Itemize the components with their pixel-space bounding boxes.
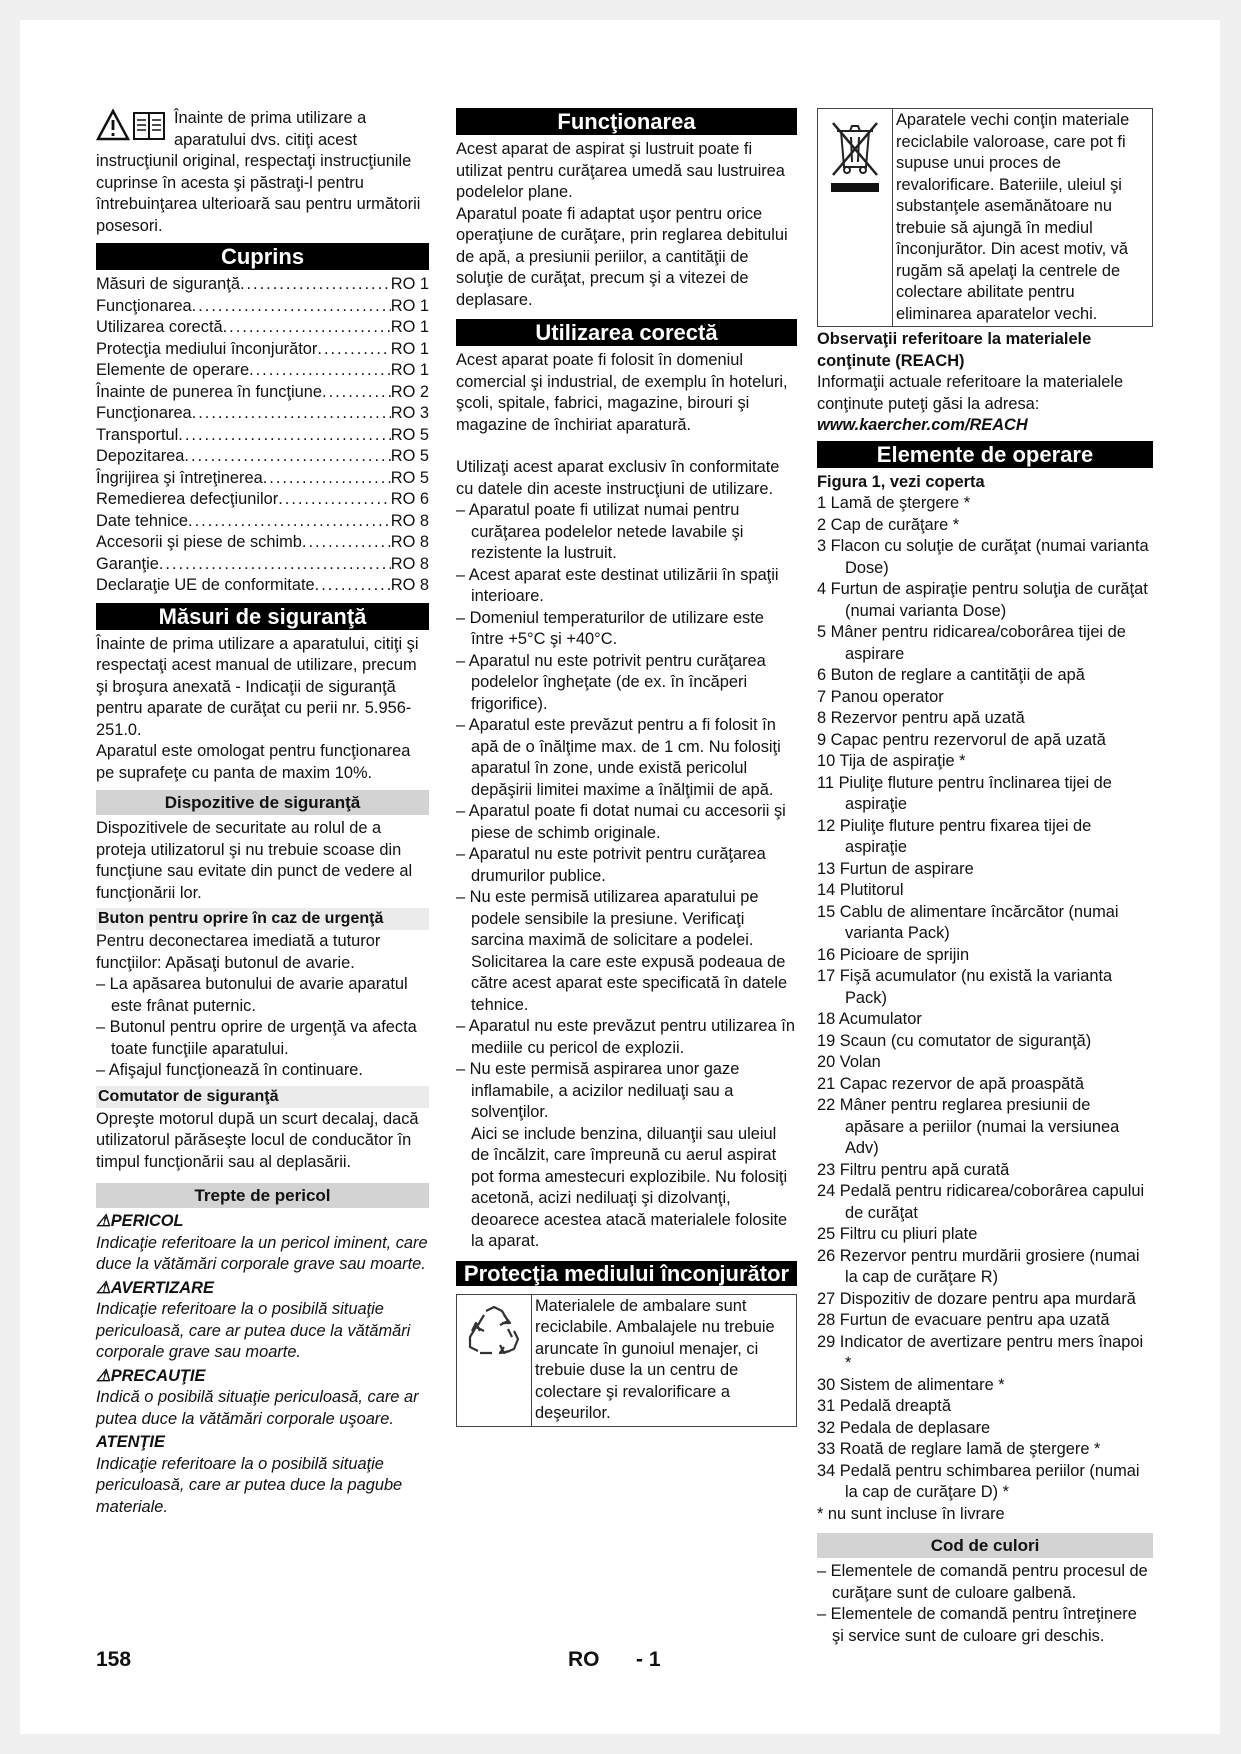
list-item: – Nu este permisă aspirarea unor gaze inflamabile, a acizilor nediluaţi sau a solvenţilor. bbox=[456, 1059, 797, 1124]
toc-dots bbox=[302, 532, 391, 554]
list-item: – Domeniul temperaturilor de utilizare este între +5°C şi +40°C. bbox=[456, 608, 797, 651]
list-item: 14 Plutitorul bbox=[817, 881, 904, 899]
list-item: – Elementele de comandă pentru procesul de curăţare sunt de culoare galbenă. bbox=[817, 1561, 1153, 1604]
toc-page: RO 8 bbox=[390, 533, 429, 551]
list-item: – Aparatul poate fi utilizat numai pentru curăţarea podelelor netede lavabile şi rezistente la lustruit. bbox=[456, 500, 797, 565]
toc-entry[interactable] bbox=[96, 360, 429, 382]
list-item: – Aparatul nu este potrivit pentru curăţarea podelelor îngheţate (de ex. în încăperi frigorifice). bbox=[456, 651, 797, 716]
toc-title: Transportul bbox=[96, 425, 179, 444]
list-item: 1 Lamă de ştergere * bbox=[817, 494, 971, 512]
toc-title: Depozitarea bbox=[96, 447, 185, 465]
toc-title: Garanţie bbox=[96, 554, 159, 573]
toc-title: Funcţionarea bbox=[96, 404, 192, 422]
list-item: – La apăsarea butonului de avarie aparatul este frânat puternic. bbox=[96, 974, 429, 1017]
toc-dots bbox=[223, 317, 391, 339]
table-of-contents bbox=[96, 274, 429, 597]
list-item: 32 Pedala de deplasare bbox=[817, 1418, 991, 1437]
masuri-heading: Măsuri de siguranţă bbox=[96, 603, 429, 630]
list-item: 16 Picioare de sprijin bbox=[817, 945, 970, 964]
comutator-text: Opreşte motorul după un scurt decalaj, dacă utilizatorul părăseşte locul de conducător în timpul funcţionării sau al deplasării. bbox=[96, 1109, 419, 1171]
list-item: 26 Rezervor pentru murdării grosiere (numai la cap de curăţare R) bbox=[817, 1246, 1140, 1286]
toc-page: RO 2 bbox=[390, 382, 429, 401]
toc-title: Accesorii şi piese de schimb bbox=[96, 533, 302, 551]
danger-level: ⚠PERICOL Indicaţie referitoare la un pericol iminent, care duce la vătămări corporale grave sau moarte. bbox=[96, 1212, 428, 1273]
toc-entry[interactable] bbox=[96, 274, 429, 296]
figure-reference: Figura 1, vezi coperta bbox=[817, 472, 985, 491]
functionarea-heading: Funcţionarea bbox=[456, 108, 797, 135]
toc-dots bbox=[192, 296, 391, 318]
toc-dots bbox=[184, 446, 390, 468]
toc-entry[interactable] bbox=[96, 489, 429, 511]
toc-dots bbox=[322, 382, 391, 404]
list-item: 31 Pedală dreaptă bbox=[817, 1397, 951, 1415]
list-item: 20 Volan bbox=[817, 1053, 881, 1071]
list-item: 6 Buton de reglare a cantităţii de apă bbox=[817, 666, 1085, 684]
masuri-p2: Aparatul este omologat pentru funcţionarea pe suprafeţe cu panta de maxim 10%. bbox=[96, 742, 411, 782]
intro-block bbox=[96, 108, 429, 237]
toc-page: RO 5 bbox=[390, 425, 429, 444]
list-item: – Nu este permisă utilizarea aparatului pe podele sensibile la presiune. Verificaţi sarcina maximă de solicitare a podelei. Solicitarea la care este expusă podeaua de către acest aparat este specificată în datele tehnice. bbox=[456, 887, 797, 1016]
weee-box bbox=[817, 108, 1153, 327]
protectia-heading: Protecţia mediului înconjurător bbox=[456, 1261, 797, 1286]
list-item: – Afişajul funcţionează în continuare. bbox=[96, 1060, 429, 1082]
list-item: 22 Mâner pentru reglarea presiunii de apăsare a periilor (numai la versiunea Adv) bbox=[817, 1096, 1120, 1157]
list-item: 3 Flacon cu soluţie de curăţat (numai varianta Dose) bbox=[817, 537, 1149, 577]
toc-page: RO 1 bbox=[390, 318, 429, 336]
page-number: 158 bbox=[96, 1648, 132, 1671]
toc-title: Utilizarea corectă bbox=[96, 318, 223, 336]
culori-heading: Cod de culori bbox=[817, 1533, 1153, 1558]
list-item: 33 Roată de reglare lamă de ştergere * bbox=[817, 1440, 1101, 1458]
toc-entry[interactable] bbox=[96, 382, 429, 404]
toc-title: Măsuri de siguranţă bbox=[96, 275, 240, 293]
intro-text: Înainte de prima utilizare a aparatului dvs. citiţi acest instrucţiunil original, respectaţi instrucţiunile cuprinse în acesta şi păstraţi-l pentru întrebuinţarea ulterioară sau pentru următorii posesori. bbox=[96, 109, 421, 235]
list-item: 4 Furtun de aspiraţie pentru soluţia de curăţat (numai varianta Dose) bbox=[817, 580, 1148, 620]
utilizarea-list bbox=[456, 500, 797, 1124]
toc-entry[interactable] bbox=[96, 425, 429, 447]
toc-dots bbox=[263, 468, 391, 490]
toc-entry[interactable] bbox=[96, 296, 429, 318]
crossed-bin-icon bbox=[818, 109, 893, 326]
toc-dots bbox=[240, 274, 391, 296]
list-item: 34 Pedală pentru schimbarea periilor (numai la cap de curăţare D) * bbox=[817, 1461, 1140, 1501]
list-item: 30 Sistem de alimentare * bbox=[817, 1375, 1005, 1394]
toc-title: Funcţionarea bbox=[96, 296, 192, 315]
reach-text: Informaţii actuale referitoare la materialele conţinute puteţi găsi la adresa: bbox=[817, 373, 1124, 413]
list-item: 10 Tija de aspiraţie * bbox=[817, 752, 966, 770]
trepte-heading: Trepte de pericol bbox=[96, 1183, 429, 1208]
toc-dots bbox=[192, 403, 391, 425]
book-icon bbox=[134, 113, 164, 139]
functionarea-p2: Aparatul poate fi adaptat uşor pentru orice operaţiune de curăţare, prin reglarea debitului de apă, a presiunii periilor, a cantităţii de soluţie de curăţat, precum şi a vitezei de deplasare. bbox=[456, 204, 788, 309]
danger-level: ⚠PRECAUŢIE Indică o posibilă situaţie periculoasă, care ar putea duce la vătămări corporale uşoare. bbox=[96, 1366, 419, 1428]
toc-title: Date tehnice bbox=[96, 511, 189, 530]
utilizarea-p1: Acest aparat poate fi folosit în domeniul comercial şi industrial, de exemplu în hoteluri, şcoli, spitale, fabrici, magazine, birouri şi magazine de închiriat aparatură. bbox=[456, 351, 788, 434]
danger-level: ATENŢIE Indicaţie referitoare la o posibilă situaţie periculoasă, care ar putea duce la pagube materiale. bbox=[96, 1433, 403, 1516]
column-left bbox=[96, 108, 429, 1518]
toc-entry[interactable] bbox=[96, 468, 429, 490]
recycle-box bbox=[456, 1294, 797, 1427]
toc-page: RO 6 bbox=[390, 490, 429, 508]
comutator-heading: Comutator de siguranţă bbox=[96, 1086, 429, 1108]
list-item: – Aparatul poate fi dotat numai cu accesorii şi piese de schimb originale. bbox=[456, 801, 797, 844]
toc-dots bbox=[249, 360, 391, 382]
toc-dots bbox=[159, 554, 391, 576]
list-item: 11 Piuliţe fluture pentru înclinarea tijei de aspiraţie bbox=[817, 773, 1112, 813]
toc-dots bbox=[178, 425, 390, 447]
toc-entry[interactable] bbox=[96, 532, 429, 554]
utilizarea-extra: Aici se include benzina, diluanţii sau uleiul de încălzit, care împreună cu aerul aspirat pot forma amestecuri explozibile. Nu folosiţi acetonă, acizi nediluaţi şi dizolvanţi, deoarece acestea atacă materialele folosite la aparat. bbox=[471, 1124, 788, 1250]
elemente-heading: Elemente de operare bbox=[817, 441, 1153, 468]
toc-entry[interactable] bbox=[96, 339, 429, 361]
list-item: – Aparatul nu este potrivit pentru curăţarea drumurilor publice. bbox=[456, 844, 797, 887]
toc-title: Declaraţie UE de conformitate bbox=[96, 576, 315, 594]
warning-triangle-icon: ⚠ bbox=[96, 1366, 111, 1385]
masuri-p1: Înainte de prima utilizare a aparatului, citiţi şi respectaţi acest manual de utilizare, precum şi broşura anexată - Indicaţii de siguranţă pentru aparate de curăţat cu perii nr. 5.956-251.0. bbox=[96, 634, 419, 739]
list-item: 9 Capac pentru rezervorul de apă uzată bbox=[817, 730, 1106, 749]
toc-page: RO 3 bbox=[390, 404, 429, 422]
toc-page: RO 1 bbox=[390, 361, 429, 379]
toc-page: RO 5 bbox=[390, 447, 429, 465]
toc-title: Protecţia mediului înconjurător bbox=[96, 339, 318, 358]
dispozitive-heading: Dispozitive de siguranţă bbox=[96, 790, 429, 815]
buton-heading: Buton pentru oprire în caz de urgenţă bbox=[96, 908, 429, 930]
list-item: 21 Capac rezervor de apă proaspătă bbox=[817, 1074, 1084, 1093]
list-item: 13 Furtun de aspirare bbox=[817, 859, 974, 878]
buton-text: Pentru deconectarea imediată a tuturor funcţiilor: Apăsaţi butonul de avarie. bbox=[96, 932, 381, 972]
toc-page: RO 8 bbox=[390, 511, 429, 530]
column-middle bbox=[456, 108, 797, 1427]
toc-page: RO 8 bbox=[390, 554, 429, 573]
warning-triangle-icon: ⚠ bbox=[96, 1212, 111, 1230]
warning-triangle-icon bbox=[96, 108, 170, 144]
list-item: 19 Scaun (cu comutator de siguranţă) bbox=[817, 1031, 1092, 1050]
utilizarea-heading: Utilizarea corectă bbox=[456, 319, 797, 346]
list-item: – Butonul pentru oprire de urgenţă va afecta toate funcţiile aparatului. bbox=[96, 1017, 429, 1060]
list-item: – Acest aparat este destinat utilizării în spaţii interioare. bbox=[456, 565, 797, 608]
toc-dots bbox=[278, 489, 391, 511]
toc-dots bbox=[188, 511, 391, 533]
toc-entry[interactable] bbox=[96, 511, 429, 533]
toc-entry[interactable] bbox=[96, 317, 429, 339]
elemente-note: * nu sunt incluse în livrare bbox=[817, 1504, 1005, 1523]
warning-triangle-icon: ⚠ bbox=[96, 1278, 111, 1297]
warning-manual-icons bbox=[96, 108, 170, 144]
toc-title: Îngrijirea şi întreţinerea bbox=[96, 468, 263, 487]
toc-title: Elemente de operare bbox=[96, 361, 250, 379]
elemente-list bbox=[817, 493, 1153, 1504]
list-item: 18 Acumulator bbox=[817, 1010, 922, 1028]
toc-page: RO 8 bbox=[390, 576, 429, 594]
list-item: – Aparatul este prevăzut pentru a fi folosit în apă de o înălţime max. de 1 cm. Nu folosiţi aparatul în zone, unde există pericolul depăşirii limitei maxime a înălţimii de apă. bbox=[456, 715, 797, 801]
list-item: 17 Fişă acumulator (nu există la varianta Pack) bbox=[817, 967, 1113, 1007]
list-item: 2 Cap de curăţare * bbox=[817, 515, 960, 534]
footer-section-number: - 1 bbox=[636, 1648, 661, 1671]
toc-entry[interactable] bbox=[96, 554, 429, 576]
cuprins-heading: Cuprins bbox=[96, 243, 429, 270]
toc-entry[interactable] bbox=[96, 446, 429, 468]
toc-dots bbox=[317, 339, 390, 361]
weee-text: Aparatele vechi conţin materiale reciclabile valoroase, care pot fi supuse unui proces de revalorificare. Bateriile, uleiul şi substanţele asemănătoare nu trebuie să ajungă în mediul înconjurător. Din acest motiv, vă rugăm să apelaţi la centrele de colectare abilitate pentru eliminarea aparatelor vechi. bbox=[896, 111, 1130, 323]
toc-page: RO 1 bbox=[390, 339, 429, 358]
utilizarea-p2: Utilizaţi acest aparat exclusiv în conformitate cu datele din aceste instrucţiuni de utilizare. bbox=[456, 458, 780, 498]
list-item: 12 Piuliţe fluture pentru fixarea tijei de aspiraţie bbox=[817, 816, 1092, 856]
list-item: 5 Mâner pentru ridicarea/coborârea tijei de aspirare bbox=[817, 623, 1126, 663]
functionarea-p1: Acest aparat de aspirat şi lustruit poate fi utilizat pentru curăţarea umedă sau lustruirea podelelor plane. bbox=[456, 140, 785, 201]
danger-level: ⚠AVERTIZARE Indicaţie referitoare la o posibilă situaţie periculoasă, care ar putea duce la vătămări corporale grave sau moarte. bbox=[96, 1278, 411, 1361]
list-item: 23 Filtru pentru apă curată bbox=[817, 1160, 1010, 1179]
list-item: 7 Panou operator bbox=[817, 687, 944, 706]
toc-title: Remedierea defecţiunilor bbox=[96, 490, 279, 508]
toc-page: RO 5 bbox=[390, 468, 429, 487]
toc-entry[interactable] bbox=[96, 403, 429, 425]
list-item: – Elementele de comandă pentru întreţinere şi service sunt de culoare gri deschis. bbox=[817, 1604, 1153, 1647]
list-item: 15 Cablu de alimentare încărcător (numai varianta Pack) bbox=[817, 902, 1119, 942]
dispozitive-text: Dispozitivele de securitate au rolul de a proteja utilizatorul şi nu trebuie scoase din funcţiune sau evitate din punct de vedere al funcţionării lor. bbox=[96, 819, 413, 902]
list-item: 29 Indicator de avertizare pentru mers înapoi * bbox=[817, 1332, 1144, 1372]
list-item: 27 Dispozitiv de dozare pentru apa murdară bbox=[817, 1289, 1136, 1308]
list-item: – Aparatul nu este prevăzut pentru utilizarea în mediile cu pericol de explozii. bbox=[456, 1016, 797, 1059]
toc-title: Înainte de punerea în funcţiune bbox=[96, 382, 323, 401]
toc-page: RO 1 bbox=[390, 275, 429, 293]
list-item: 28 Furtun de evacuare pentru apa uzată bbox=[817, 1311, 1110, 1329]
column-right bbox=[817, 108, 1153, 1647]
recycle-icon bbox=[457, 1295, 532, 1426]
recycle-text: Materialele de ambalare sunt reciclabile. Ambalajele nu trebuie aruncate în gunoiul menajer, ci trebuie duse la un centru de colectare şi revalorificare a deşeurilor. bbox=[535, 1296, 775, 1422]
toc-entry[interactable] bbox=[96, 575, 429, 597]
list-item: 8 Rezervor pentru apă uzată bbox=[817, 709, 1025, 727]
reach-heading: Observaţii referitoare la materialele conţinute (REACH) bbox=[817, 330, 1092, 370]
list-item: 25 Filtru cu pliuri plate bbox=[817, 1225, 978, 1243]
toc-page: RO 1 bbox=[390, 296, 429, 315]
reach-link[interactable]: www.kaercher.com/REACH bbox=[817, 416, 1028, 434]
list-item: 24 Pedală pentru ridicarea/coborârea capului de curăţat bbox=[817, 1182, 1145, 1222]
toc-dots bbox=[315, 575, 391, 597]
footer-language: RO bbox=[568, 1648, 600, 1671]
